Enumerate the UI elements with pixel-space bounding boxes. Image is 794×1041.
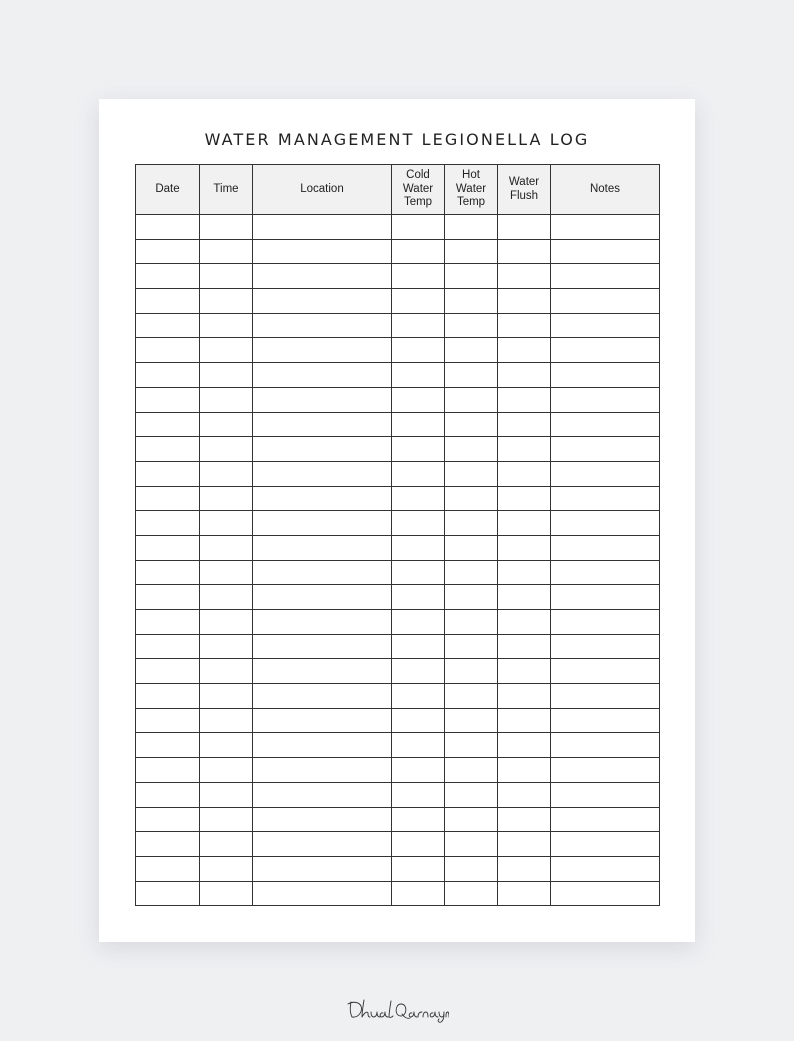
table-row — [136, 239, 660, 264]
cell-notes[interactable] — [551, 363, 660, 388]
column-header-water-flush: Water Flush — [498, 165, 551, 215]
table-row — [136, 708, 660, 733]
cell-location[interactable] — [253, 782, 392, 807]
cell-date[interactable] — [136, 535, 200, 560]
table-row — [136, 758, 660, 783]
cell-location[interactable] — [253, 832, 392, 857]
cell-notes[interactable] — [551, 634, 660, 659]
cell-time[interactable] — [200, 832, 253, 857]
cell-cold-water-temp[interactable] — [392, 856, 445, 881]
cell-notes[interactable] — [551, 807, 660, 832]
cell-notes[interactable] — [551, 560, 660, 585]
cell-time[interactable] — [200, 511, 253, 536]
table-row — [136, 387, 660, 412]
cell-water-flush[interactable] — [498, 610, 551, 635]
cell-location[interactable] — [253, 387, 392, 412]
cell-cold-water-temp[interactable] — [392, 659, 445, 684]
cell-water-flush[interactable] — [498, 313, 551, 338]
column-header-location: Location — [253, 165, 392, 215]
cell-time[interactable] — [200, 610, 253, 635]
cell-hot-water-temp[interactable] — [445, 313, 498, 338]
cell-location[interactable] — [253, 535, 392, 560]
cell-cold-water-temp[interactable] — [392, 215, 445, 240]
cell-location[interactable] — [253, 289, 392, 314]
cell-notes[interactable] — [551, 881, 660, 906]
cell-cold-water-temp[interactable] — [392, 239, 445, 264]
log-rows — [136, 215, 660, 906]
cell-hot-water-temp[interactable] — [445, 659, 498, 684]
cell-time[interactable] — [200, 264, 253, 289]
cell-hot-water-temp[interactable] — [445, 708, 498, 733]
cell-hot-water-temp[interactable] — [445, 363, 498, 388]
page-title: WATER MANAGEMENT LEGIONELLA LOG — [204, 130, 590, 149]
cell-notes[interactable] — [551, 610, 660, 635]
table-row — [136, 264, 660, 289]
column-header-notes: Notes — [551, 165, 660, 215]
table-row — [136, 511, 660, 536]
cell-hot-water-temp[interactable] — [445, 387, 498, 412]
cell-cold-water-temp[interactable] — [392, 412, 445, 437]
cell-date[interactable] — [136, 708, 200, 733]
cell-date[interactable] — [136, 881, 200, 906]
cell-water-flush[interactable] — [498, 708, 551, 733]
cell-date[interactable] — [136, 610, 200, 635]
cell-time[interactable] — [200, 239, 253, 264]
cell-notes[interactable] — [551, 215, 660, 240]
cell-cold-water-temp[interactable] — [392, 560, 445, 585]
cell-time[interactable] — [200, 684, 253, 709]
cell-cold-water-temp[interactable] — [392, 832, 445, 857]
cell-cold-water-temp[interactable] — [392, 758, 445, 783]
table-row — [136, 437, 660, 462]
cell-water-flush[interactable] — [498, 511, 551, 536]
table-row — [136, 313, 660, 338]
table-row — [136, 412, 660, 437]
log-sheet — [99, 99, 695, 942]
cell-date[interactable] — [136, 461, 200, 486]
cell-cold-water-temp[interactable] — [392, 807, 445, 832]
cell-date[interactable] — [136, 634, 200, 659]
cell-hot-water-temp[interactable] — [445, 610, 498, 635]
cell-notes[interactable] — [551, 338, 660, 363]
cell-time[interactable] — [200, 758, 253, 783]
legionella-log-table — [135, 164, 660, 906]
cell-time[interactable] — [200, 437, 253, 462]
cell-hot-water-temp[interactable] — [445, 758, 498, 783]
cell-date[interactable] — [136, 486, 200, 511]
cell-time[interactable] — [200, 807, 253, 832]
cell-time[interactable] — [200, 733, 253, 758]
cell-cold-water-temp[interactable] — [392, 511, 445, 536]
table-row — [136, 782, 660, 807]
cell-location[interactable] — [253, 363, 392, 388]
cell-notes[interactable] — [551, 758, 660, 783]
cell-water-flush[interactable] — [498, 486, 551, 511]
cell-water-flush[interactable] — [498, 412, 551, 437]
cell-water-flush[interactable] — [498, 437, 551, 462]
cell-hot-water-temp[interactable] — [445, 264, 498, 289]
cell-notes[interactable] — [551, 412, 660, 437]
cell-location[interactable] — [253, 684, 392, 709]
cell-cold-water-temp[interactable] — [392, 387, 445, 412]
column-header-time: Time — [200, 165, 253, 215]
cell-cold-water-temp[interactable] — [392, 634, 445, 659]
cell-date[interactable] — [136, 215, 200, 240]
cell-location[interactable] — [253, 239, 392, 264]
cell-location[interactable] — [253, 560, 392, 585]
signature-logo — [345, 996, 449, 1024]
column-header-hot-water-temp: Hot Water Temp — [445, 165, 498, 215]
cell-date[interactable] — [136, 511, 200, 536]
cell-date[interactable] — [136, 387, 200, 412]
cell-time[interactable] — [200, 461, 253, 486]
table-row — [136, 289, 660, 314]
cell-date[interactable] — [136, 758, 200, 783]
cell-location[interactable] — [253, 215, 392, 240]
cell-time[interactable] — [200, 363, 253, 388]
cell-location[interactable] — [253, 708, 392, 733]
cell-hot-water-temp[interactable] — [445, 881, 498, 906]
cell-notes[interactable] — [551, 437, 660, 462]
cell-date[interactable] — [136, 239, 200, 264]
cell-hot-water-temp[interactable] — [445, 684, 498, 709]
cell-cold-water-temp[interactable] — [392, 708, 445, 733]
cell-hot-water-temp[interactable] — [445, 437, 498, 462]
cell-water-flush[interactable] — [498, 461, 551, 486]
cell-notes[interactable] — [551, 733, 660, 758]
cell-location[interactable] — [253, 733, 392, 758]
cell-hot-water-temp[interactable] — [445, 239, 498, 264]
cell-cold-water-temp[interactable] — [392, 313, 445, 338]
cell-hot-water-temp[interactable] — [445, 807, 498, 832]
cell-date[interactable] — [136, 856, 200, 881]
column-header-cold-water-temp: Cold Water Temp — [392, 165, 445, 215]
header-row — [136, 165, 660, 215]
cell-time[interactable] — [200, 486, 253, 511]
cell-water-flush[interactable] — [498, 758, 551, 783]
cell-water-flush[interactable] — [498, 684, 551, 709]
cell-water-flush[interactable] — [498, 289, 551, 314]
table-row — [136, 363, 660, 388]
cell-time[interactable] — [200, 412, 253, 437]
cell-water-flush[interactable] — [498, 264, 551, 289]
cell-notes[interactable] — [551, 313, 660, 338]
cell-water-flush[interactable] — [498, 585, 551, 610]
table-row — [136, 215, 660, 240]
table-row — [136, 610, 660, 635]
cell-water-flush[interactable] — [498, 215, 551, 240]
cell-location[interactable] — [253, 659, 392, 684]
table-row — [136, 733, 660, 758]
cell-time[interactable] — [200, 782, 253, 807]
cell-notes[interactable] — [551, 585, 660, 610]
cell-time[interactable] — [200, 289, 253, 314]
table-row — [136, 535, 660, 560]
table-row — [136, 560, 660, 585]
cell-location[interactable] — [253, 856, 392, 881]
cell-hot-water-temp[interactable] — [445, 782, 498, 807]
table-row — [136, 659, 660, 684]
cell-water-flush[interactable] — [498, 807, 551, 832]
cell-location[interactable] — [253, 758, 392, 783]
cell-hot-water-temp[interactable] — [445, 412, 498, 437]
cell-location[interactable] — [253, 511, 392, 536]
cell-hot-water-temp[interactable] — [445, 832, 498, 857]
cell-water-flush[interactable] — [498, 560, 551, 585]
cell-location[interactable] — [253, 610, 392, 635]
cell-location[interactable] — [253, 881, 392, 906]
cell-date[interactable] — [136, 832, 200, 857]
cell-notes[interactable] — [551, 832, 660, 857]
cell-hot-water-temp[interactable] — [445, 511, 498, 536]
cell-date[interactable] — [136, 313, 200, 338]
cell-cold-water-temp[interactable] — [392, 437, 445, 462]
cell-cold-water-temp[interactable] — [392, 264, 445, 289]
cell-cold-water-temp[interactable] — [392, 363, 445, 388]
cell-date[interactable] — [136, 585, 200, 610]
column-header-date: Date — [136, 165, 200, 215]
cell-location[interactable] — [253, 437, 392, 462]
cell-water-flush[interactable] — [498, 856, 551, 881]
cell-hot-water-temp[interactable] — [445, 215, 498, 240]
cell-notes[interactable] — [551, 486, 660, 511]
cell-water-flush[interactable] — [498, 832, 551, 857]
cell-date[interactable] — [136, 412, 200, 437]
cell-time[interactable] — [200, 535, 253, 560]
cell-date[interactable] — [136, 659, 200, 684]
cell-hot-water-temp[interactable] — [445, 585, 498, 610]
cell-notes[interactable] — [551, 239, 660, 264]
cell-cold-water-temp[interactable] — [392, 733, 445, 758]
cell-cold-water-temp[interactable] — [392, 461, 445, 486]
table-row — [136, 881, 660, 906]
table-row — [136, 338, 660, 363]
cell-cold-water-temp[interactable] — [392, 289, 445, 314]
cell-time[interactable] — [200, 215, 253, 240]
cell-cold-water-temp[interactable] — [392, 881, 445, 906]
cell-cold-water-temp[interactable] — [392, 535, 445, 560]
cell-water-flush[interactable] — [498, 782, 551, 807]
cell-date[interactable] — [136, 807, 200, 832]
cell-time[interactable] — [200, 856, 253, 881]
table-row — [136, 684, 660, 709]
cell-location[interactable] — [253, 264, 392, 289]
cell-date[interactable] — [136, 684, 200, 709]
cell-hot-water-temp[interactable] — [445, 560, 498, 585]
cell-water-flush[interactable] — [498, 363, 551, 388]
cell-notes[interactable] — [551, 461, 660, 486]
cell-water-flush[interactable] — [498, 239, 551, 264]
cell-water-flush[interactable] — [498, 659, 551, 684]
cell-location[interactable] — [253, 486, 392, 511]
cell-time[interactable] — [200, 387, 253, 412]
cell-date[interactable] — [136, 560, 200, 585]
cell-location[interactable] — [253, 807, 392, 832]
cell-hot-water-temp[interactable] — [445, 338, 498, 363]
table-row — [136, 832, 660, 857]
cell-water-flush[interactable] — [498, 387, 551, 412]
cell-location[interactable] — [253, 461, 392, 486]
cell-location[interactable] — [253, 313, 392, 338]
cell-date[interactable] — [136, 733, 200, 758]
cell-notes[interactable] — [551, 387, 660, 412]
cell-notes[interactable] — [551, 856, 660, 881]
cell-date[interactable] — [136, 289, 200, 314]
cell-hot-water-temp[interactable] — [445, 486, 498, 511]
cell-time[interactable] — [200, 585, 253, 610]
cell-cold-water-temp[interactable] — [392, 782, 445, 807]
cell-notes[interactable] — [551, 535, 660, 560]
cell-notes[interactable] — [551, 264, 660, 289]
cell-water-flush[interactable] — [498, 881, 551, 906]
table-row — [136, 585, 660, 610]
cell-location[interactable] — [253, 338, 392, 363]
cell-time[interactable] — [200, 708, 253, 733]
cell-location[interactable] — [253, 585, 392, 610]
cell-location[interactable] — [253, 634, 392, 659]
cell-cold-water-temp[interactable] — [392, 684, 445, 709]
cell-time[interactable] — [200, 881, 253, 906]
table-row — [136, 461, 660, 486]
cell-notes[interactable] — [551, 708, 660, 733]
table-row — [136, 807, 660, 832]
cell-notes[interactable] — [551, 511, 660, 536]
cell-time[interactable] — [200, 338, 253, 363]
cell-date[interactable] — [136, 264, 200, 289]
cell-date[interactable] — [136, 338, 200, 363]
cell-hot-water-temp[interactable] — [445, 733, 498, 758]
cell-date[interactable] — [136, 782, 200, 807]
cell-notes[interactable] — [551, 782, 660, 807]
table-row — [136, 486, 660, 511]
cell-notes[interactable] — [551, 659, 660, 684]
cell-notes[interactable] — [551, 289, 660, 314]
cell-hot-water-temp[interactable] — [445, 535, 498, 560]
cell-location[interactable] — [253, 412, 392, 437]
cell-water-flush[interactable] — [498, 338, 551, 363]
cell-water-flush[interactable] — [498, 634, 551, 659]
cell-cold-water-temp[interactable] — [392, 486, 445, 511]
table-row — [136, 856, 660, 881]
cell-hot-water-temp[interactable] — [445, 289, 498, 314]
cell-hot-water-temp[interactable] — [445, 856, 498, 881]
cell-hot-water-temp[interactable] — [445, 634, 498, 659]
cell-time[interactable] — [200, 659, 253, 684]
cell-cold-water-temp[interactable] — [392, 610, 445, 635]
table-row — [136, 634, 660, 659]
cell-time[interactable] — [200, 634, 253, 659]
cell-time[interactable] — [200, 313, 253, 338]
cell-water-flush[interactable] — [498, 535, 551, 560]
cell-hot-water-temp[interactable] — [445, 461, 498, 486]
cell-date[interactable] — [136, 437, 200, 462]
cell-time[interactable] — [200, 560, 253, 585]
cell-water-flush[interactable] — [498, 733, 551, 758]
cell-notes[interactable] — [551, 684, 660, 709]
cell-cold-water-temp[interactable] — [392, 338, 445, 363]
cell-cold-water-temp[interactable] — [392, 585, 445, 610]
cell-date[interactable] — [136, 363, 200, 388]
